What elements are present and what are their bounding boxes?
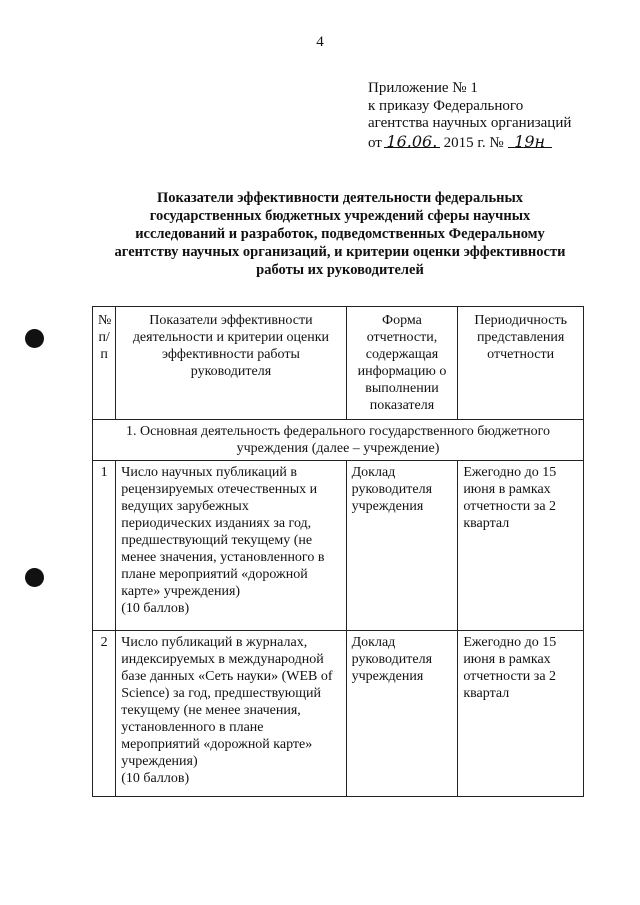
document-title	[100, 189, 580, 279]
header-number: № п/п	[93, 307, 116, 420]
row-number: 2	[93, 631, 116, 797]
section-row	[93, 420, 584, 461]
indicator-text: Число публикаций в журналах, индексируемых в международной базе данных «Сеть науки» (WEB of Science) за год, предшествующий текущему (не менее значения, установленного в плане мероприятий «дорожной карте» учреждения)	[121, 635, 333, 769]
title-line-2: государственных бюджетных учреждений сферы научных	[149, 208, 531, 224]
section-title: 1. Основная деятельность федерального государственного бюджетного учреждения (далее – учреждение)	[93, 420, 584, 461]
table-row	[93, 631, 584, 797]
appendix-line-2: к приказу Федерального	[368, 97, 524, 114]
criteria-table	[92, 306, 584, 797]
header-indicator: Показатели эффективности деятельности и критерии оценки эффективности работы руководителя	[116, 307, 346, 420]
year-text: 2015 г. №	[443, 134, 504, 151]
row-report-form: Доклад руководителя учреждения	[346, 461, 458, 631]
page-number: 4	[316, 34, 324, 50]
table-header-row	[93, 307, 584, 420]
appendix-date-line	[368, 133, 571, 153]
indicator-points: (10 баллов)	[121, 601, 190, 616]
header-periodicity: Периодичность представления отчетности	[458, 307, 584, 420]
row-report-form: Доклад руководителя учреждения	[346, 631, 458, 797]
header-report-form: Форма отчетности, содержащая информацию о выполнении показателя	[346, 307, 458, 420]
indicator-text: Число научных публикаций в рецензируемых отечественных и ведущих зарубежных периодических изданиях за год, предшествующий текущему (не менее значения, установленного в плане мероприятий «дорожной карте» учреждения)	[121, 465, 325, 599]
date-prefix: от	[368, 134, 382, 151]
appendix-line-1: Приложение № 1	[368, 80, 478, 96]
handwritten-date: 16.06.	[384, 133, 440, 151]
row-indicator	[116, 631, 346, 797]
appendix-header	[368, 80, 571, 152]
title-line-1: Показатели эффективности деятельности федеральных	[156, 190, 524, 206]
row-periodicity: Ежегодно до 15 июня в рамках отчетности за 2 квартал	[458, 631, 584, 797]
row-periodicity: Ежегодно до 15 июня в рамках отчетности за 2 квартал	[458, 461, 584, 631]
punch-hole	[25, 329, 44, 348]
row-number: 1	[93, 461, 116, 631]
table-row	[93, 461, 584, 631]
row-indicator	[116, 461, 346, 631]
title-line-5: работы их руководителей	[256, 262, 424, 278]
appendix-line-3: агентства научных организаций	[368, 115, 572, 131]
title-line-3: исследований и разработок, подведомственных Федеральному	[135, 226, 545, 242]
title-line-4: агентству научных организаций, и критерии оценки эффективности	[114, 244, 566, 260]
indicator-points: (10 баллов)	[121, 771, 190, 786]
handwritten-order-number: 19н	[508, 133, 552, 151]
punch-hole	[25, 568, 44, 587]
